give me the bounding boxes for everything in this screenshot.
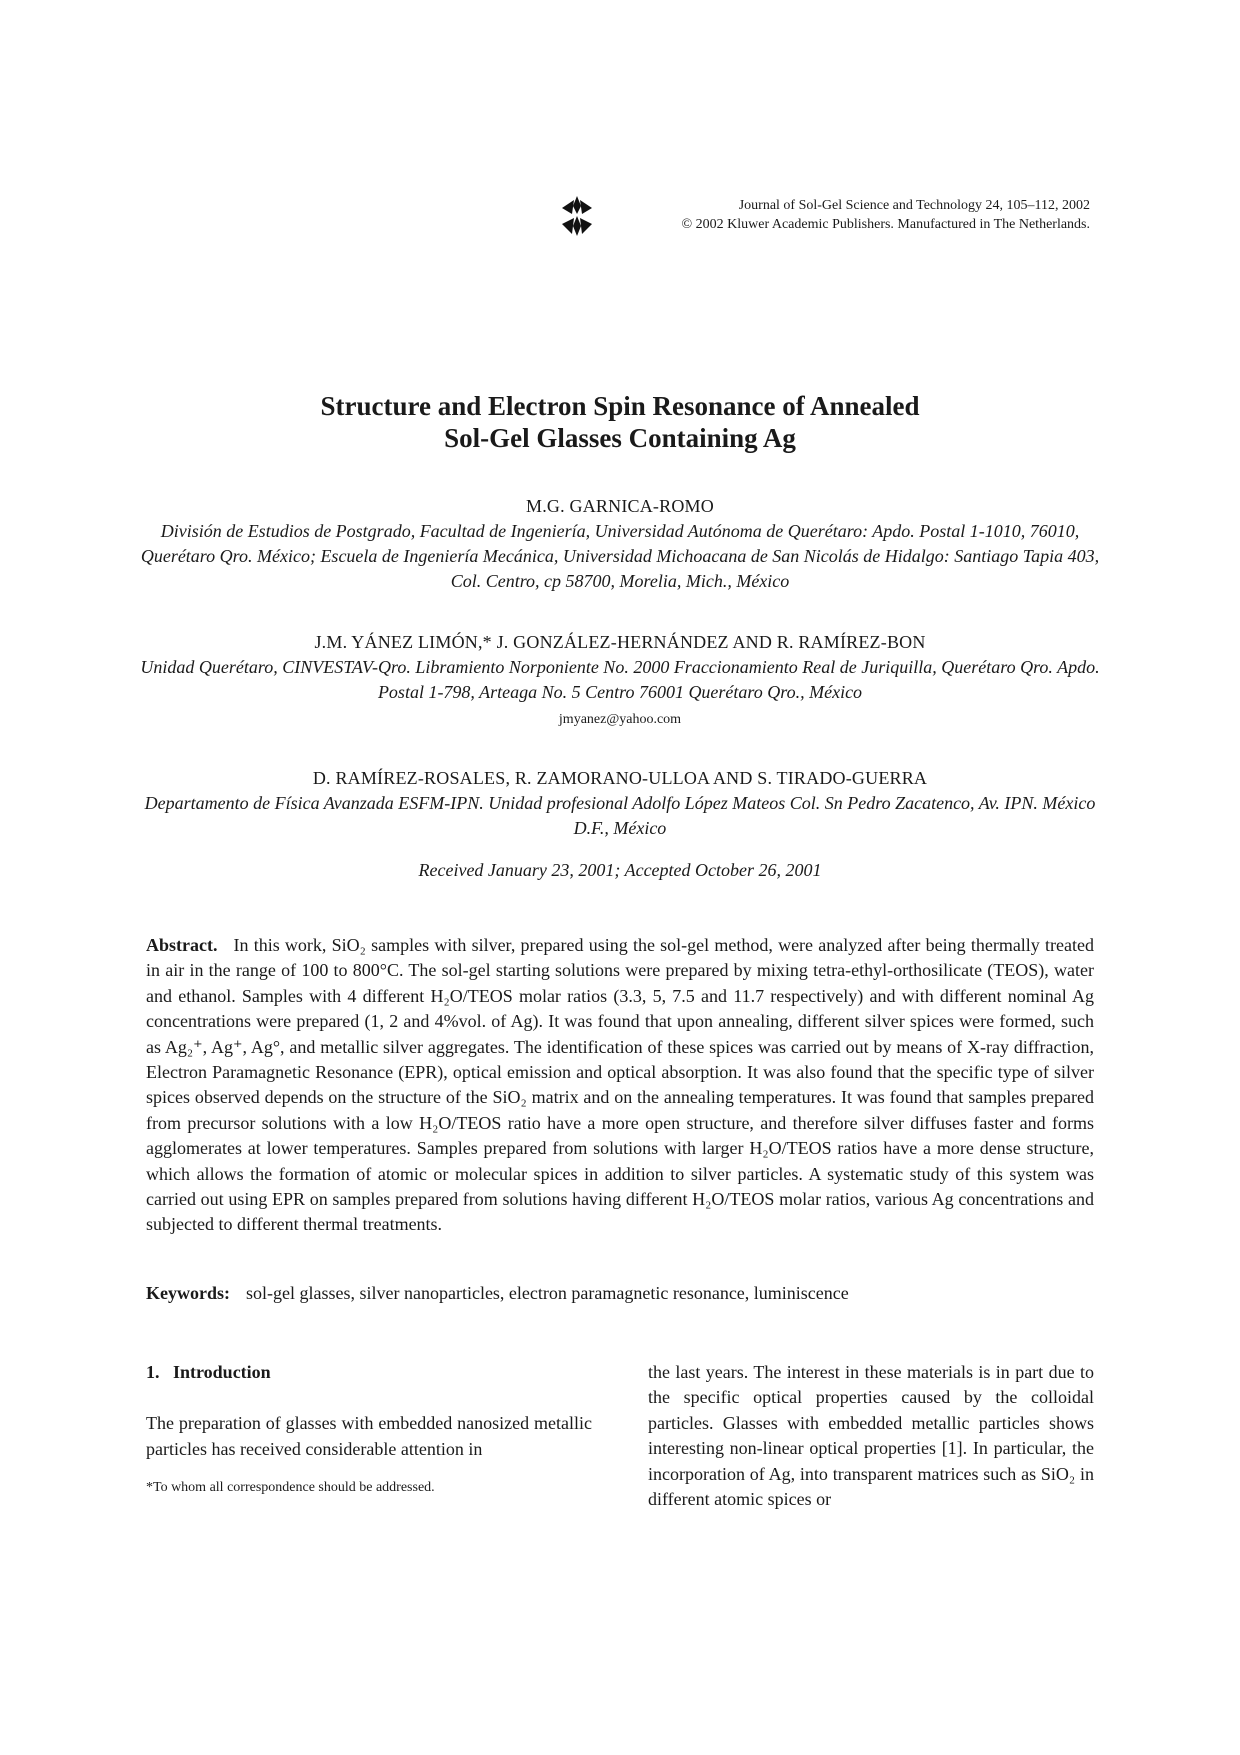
keywords <box>146 1283 1094 1304</box>
paper-title <box>0 390 1240 454</box>
title-line-1: Structure and Electron Spin Resonance of Annealed <box>320 391 920 421</box>
publisher-logo-icon <box>560 194 594 238</box>
abstract-label: Abstract. <box>146 935 218 955</box>
keywords-text: sol-gel glasses, silver nanoparticles, electron paramagnetic resonance, luminiscence <box>246 1283 849 1303</box>
journal-line-1: Journal of Sol-Gel Science and Technology 24, 105–112, 2002 <box>738 198 1090 213</box>
author-affiliation: División de Estudios de Postgrado, Facultad de Ingeniería, Universidad Autónoma de Querétaro: Apdo. Postal 1-1010, 76010, Querétaro Qro. México; Escuela de Ingeniería Mecánica, Universidad Michoacana de San Nicolás de Hidalgo: Santiago Tapia 403, Col. Centro, cp 58700, Morelia, Mich., México <box>140 521 1100 591</box>
author-names: J.M. YÁNEZ LIMÓN,* J. GONZÁLEZ-HERNÁNDEZ AND R. RAMÍREZ-BON <box>314 632 926 652</box>
author-affiliation: Unidad Querétaro, CINVESTAV-Qro. Libramiento Norponiente No. 2000 Fraccionamiento Real de Juriquilla, Querétaro Qro. Apdo. Postal 1-798, Arteaga No. 5 Centro 76001 Querétaro Qro., México <box>140 657 1100 702</box>
author-group-1 <box>140 494 1100 594</box>
intro-paragraph-right: the last years. The interest in these materials is in part due to the specific optical properties caused by the colloidal particles. Glasses with embedded metallic particles shows interesting non-linear optical properties [1]. In particular, the incorporation of Ag, into transparent matrices such as SiO₂ in different atomic spices or <box>648 1362 1094 1510</box>
footnote: *To whom all correspondence should be addressed. <box>146 1480 435 1495</box>
author-names: D. RAMÍREZ-ROSALES, R. ZAMORANO-ULLOA AND S. TIRADO-GUERRA <box>312 768 928 788</box>
abstract <box>146 933 1094 1238</box>
right-column <box>648 1360 1094 1512</box>
section-heading: 1. Introduction <box>146 1362 271 1382</box>
title-line-2: Sol-Gel Glasses Containing Ag <box>444 423 796 453</box>
author-names: M.G. GARNICA-ROMO <box>526 496 714 516</box>
author-email: jmyanez@yahoo.com <box>558 712 682 727</box>
journal-header <box>560 194 1090 238</box>
left-column <box>146 1360 592 1462</box>
received-dates: Received January 23, 2001; Accepted October 26, 2001 <box>418 860 822 880</box>
journal-line-2: © 2002 Kluwer Academic Publishers. Manufactured in The Netherlands. <box>681 217 1090 232</box>
abstract-text: In this work, SiO₂ samples with silver, prepared using the sol-gel method, were analyzed after being thermally treated in air in the range of 100 to 800°C. The sol-gel starting solutions were prepared by mixing tetra-ethyl-orthosilicate (TEOS), water and ethanol. Samples with 4 different H₂O/TEOS molar ratios (3.3, 5, 7.5 and 11.7 respectively) and with different nominal Ag concentrations were prepared (1, 2 and 4%vol. of Ag). It was found that upon annealing, different silver spices were formed, such as Ag₂⁺, Ag⁺, Ag°, and metallic silver aggregates. The identification of these spices was carried out by means of X-ray diffraction, Electron Paramagnetic Resonance (EPR), optical emission and optical absorption. It was also found that the specific type of silver spices observed depends on the structure of the SiO₂ matrix and on the annealing temperatures. It was found that samples prepared from precursor solutions with a low H₂O/TEOS ratio have a more open structure, and therefore silver diffuses faster and forms agglomerates at lower temperatures. Samples prepared from solutions with larger H₂O/TEOS ratios have a more dense structure, which allows the formation of atomic or molecular spices in addition to silver particles. A systematic study of this system was carried out using EPR on samples prepared from solutions having different H₂O/TEOS molar ratios, various Ag concentrations and subjected to different thermal treatments. <box>146 935 1094 1235</box>
intro-paragraph-left: The preparation of glasses with embedded nanosized metallic particles has received considerable attention in <box>146 1413 592 1459</box>
keywords-label: Keywords: <box>146 1283 230 1303</box>
author-group-3 <box>140 766 1100 841</box>
journal-citation <box>682 196 1091 234</box>
author-affiliation: Departamento de Física Avanzada ESFM-IPN. Unidad profesional Adolfo López Mateos Col. Sn Pedro Zacatenco, Av. IPN. México D.F., México <box>144 793 1096 838</box>
author-group-2 <box>140 630 1100 732</box>
